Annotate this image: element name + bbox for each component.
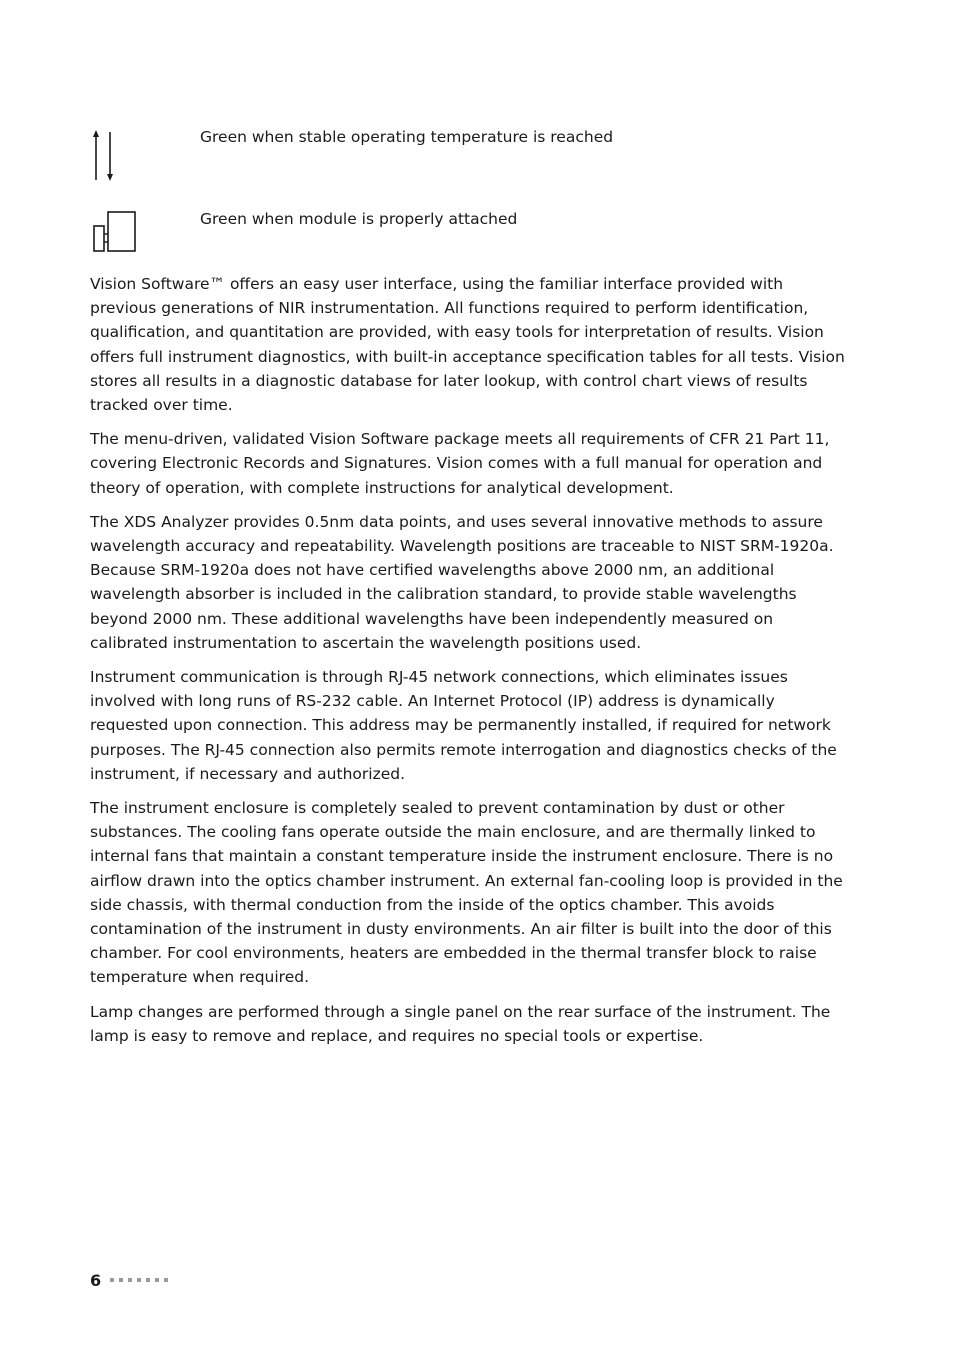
paragraph-cfr-compliance: The menu-driven, validated Vision Software package meets all requirements of CFR 21 Part 11, covering Electronic Records and Signatures. Vision comes with a full manual for operation and theory of operation, with complete instructions for analytical development. — [90, 430, 830, 497]
indicator-module-text: Green when module is properly attached — [200, 210, 518, 228]
paragraph-enclosure: The instrument enclosure is completely sealed to prevent contamination by dust or other substances. The cooling fans operate outside the main enclosure, and are thermally linked to internal fans that maintain a constant temperature inside the instrument enclosure. There is no airflow drawn into the optics chamber instrument. An external fan-cooling loop is provided in the side chassis, with thermal conduction from the inside of the optics chamber. This avoids contamination of the instrument in dusty environments. An air filter is built into the door of this chamber. For cool environments, heaters are embedded in the thermal transfer block to raise temperature when required. — [90, 799, 843, 987]
page-dots-decoration — [110, 1278, 168, 1282]
page-footer — [90, 1268, 168, 1292]
indicator-temperature-text: Green when stable operating temperature is reached — [200, 128, 614, 146]
paragraph-network-communication: Instrument communication is through RJ-45 network connections, which eliminates issues involved with long runs of RS-232 cable. An Internet Protocol (IP) address is dynamically requested upon connection. This address may be permanently installed, if required for network purposes. The RJ-45 connection also permits remote interrogation and diagnostics checks of the instrument, if necessary and authorized. — [90, 668, 837, 783]
body-text — [90, 272, 848, 1058]
page-number: 6 — [90, 1270, 102, 1290]
indicator-temperature — [90, 126, 850, 186]
temperature-arrows-icon — [90, 126, 120, 184]
paragraph-lamp-changes: Lamp changes are performed through a single panel on the rear surface of the instrument. The lamp is easy to remove and replace, and requires no special tools or expertise. — [90, 1002, 831, 1045]
paragraph-wavelength-accuracy: The XDS Analyzer provides 0.5nm data points, and uses several innovative methods to assure wavelength accuracy and repeatability. Wavelength positions are traceable to NIST SRM-1920a. Because SRM-1920a does not have certified wavelengths above 2000 nm, an additional wavelength absorber is included in the calibration standard, to provide stable wavelengths beyond 2000 nm. These additional wavelengths have been independently measured on calibrated instrumentation to ascertain the wavelength positions used. — [90, 512, 834, 652]
module-attached-icon — [90, 208, 138, 256]
paragraph-vision-software: Vision Software™ offers an easy user interface, using the familiar interface provided with previous generations of NIR instrumentation. All functions required to perform identification, qualification, and quantitation are provided, with easy tools for interpretation of results. Vision offers full instrument diagnostics, with built-in acceptance specification tables for all tests. Vision stores all results in a diagnostic database for later lookup, with control chart views of results tracked over time. — [90, 275, 845, 415]
indicator-module — [90, 208, 850, 258]
